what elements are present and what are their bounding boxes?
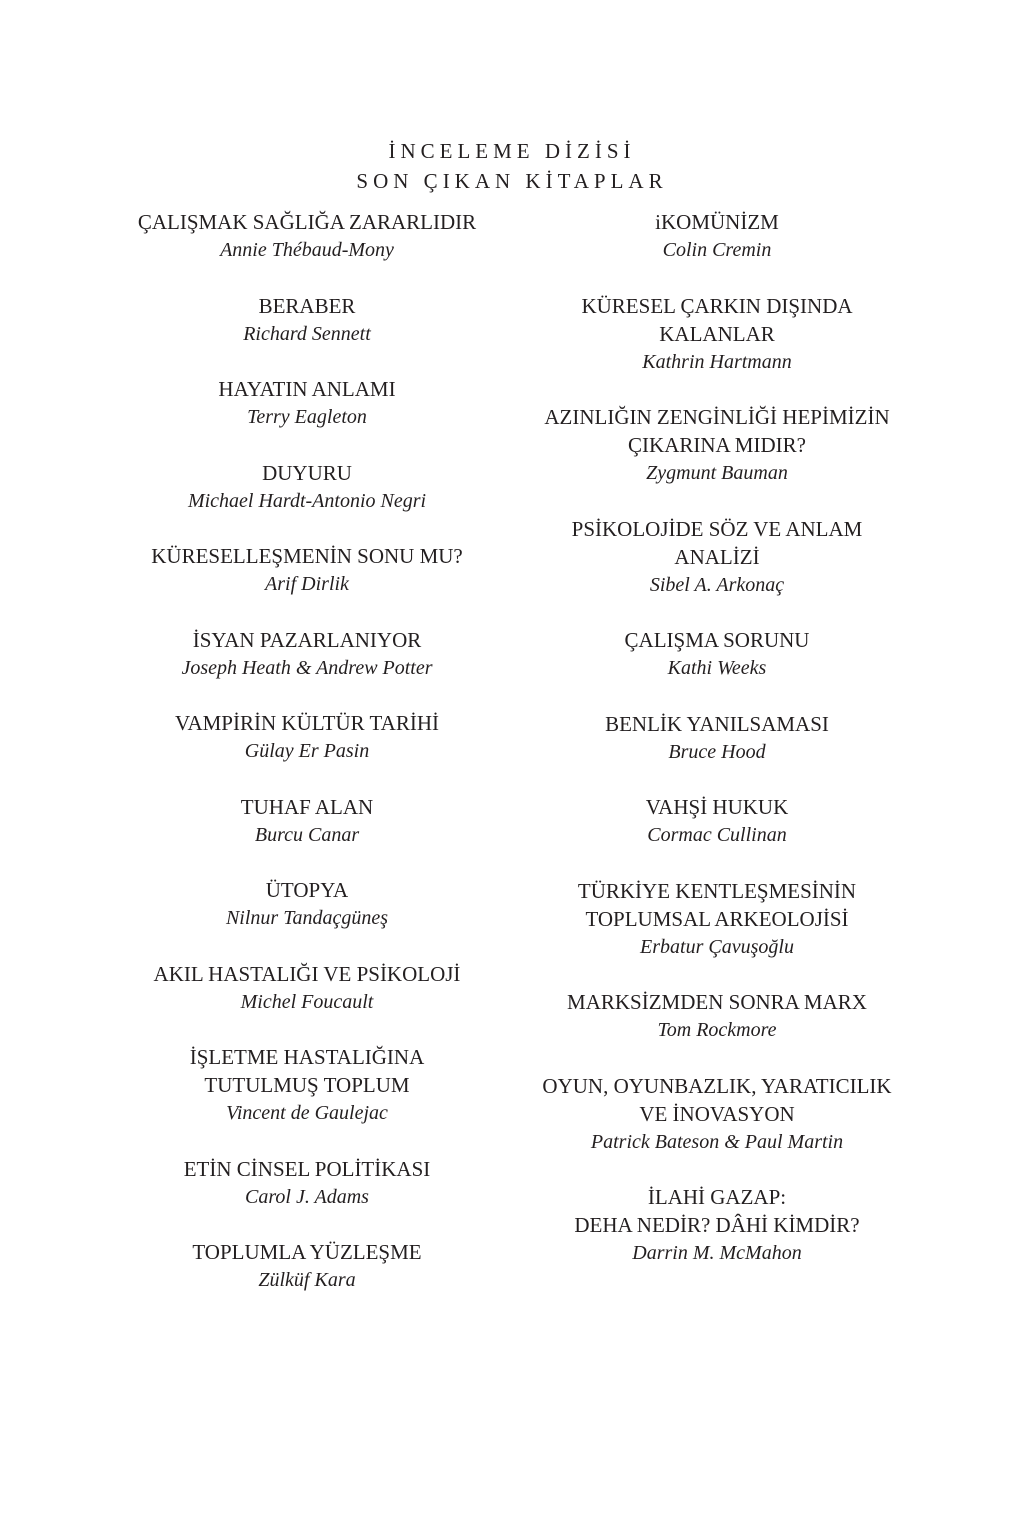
book-title: TÜRKİYE KENTLEŞMESİNİN TOPLUMSAL ARKEOLOJİSİ — [577, 878, 857, 931]
list-item — [72, 1155, 542, 1211]
book-title: KÜRESELLEŞMENİN SONU MU? — [151, 544, 463, 568]
right-book-column — [482, 208, 952, 1295]
list-item — [72, 542, 542, 598]
list-item — [72, 793, 542, 849]
list-item — [482, 877, 952, 961]
book-title: ÜTOPYA — [265, 878, 349, 902]
list-item — [72, 960, 542, 1016]
book-author: Tom Rockmore — [657, 1019, 777, 1041]
book-author: Vincent de Gaulejac — [226, 1102, 388, 1124]
list-item — [482, 515, 952, 599]
book-title: AZINLIĞIN ZENGİNLİĞİ HEPİMİZİN ÇIKARINA MIDIR? — [544, 405, 890, 457]
book-author: Sibel A. Arkonaç — [649, 573, 785, 596]
book-author: Zülküf Kara — [258, 1269, 356, 1291]
book-title: ÇALIŞMA SORUNU — [624, 628, 810, 652]
list-item — [72, 709, 542, 765]
book-title: İLAHİ GAZAP: DEHA NEDİR? DÂHİ KİMDİR? — [574, 1185, 860, 1237]
book-title: TOPLUMLA YÜZLEŞME — [192, 1240, 422, 1264]
book-title: ETİN CİNSEL POLİTİKASI — [183, 1156, 431, 1181]
book-title: AKIL HASTALIĞI VE PSİKOLOJİ — [153, 961, 461, 986]
book-author: Gülay Er Pasin — [244, 740, 370, 762]
book-author: Carol J. Adams — [245, 1185, 369, 1208]
list-item — [482, 710, 952, 766]
list-item — [72, 876, 542, 932]
series-subtitle: SON ÇIKAN KİTAPLAR — [356, 169, 668, 193]
list-item — [72, 1043, 542, 1127]
book-title: İŞLETME HASTALIĞINA TUTULMUŞ TOPLUM — [189, 1045, 425, 1097]
list-item — [482, 1072, 952, 1156]
book-title: iKOMÜNİZM — [655, 210, 779, 234]
book-author: Burcu Canar — [254, 823, 360, 846]
book-author: Terry Eagleton — [247, 406, 367, 428]
book-title: VAMPİRİN KÜLTÜR TARİHİ — [175, 711, 439, 735]
book-author: Darrin M. McMahon — [632, 1242, 802, 1264]
book-author: Michel Foucault — [240, 990, 374, 1013]
book-author: Michael Hardt-Antonio Negri — [187, 489, 427, 512]
list-item — [482, 208, 952, 264]
book-author: Patrick Bateson & Paul Martin — [590, 1130, 844, 1153]
book-author: Erbatur Çavuşoğlu — [640, 935, 794, 958]
list-item — [482, 403, 952, 487]
list-item — [482, 292, 952, 376]
book-author: Colin Cremin — [662, 239, 772, 261]
book-title: PSİKOLOJİDE SÖZ VE ANLAM ANALİZİ — [571, 516, 863, 569]
page-heading — [0, 136, 1024, 196]
book-title: TUHAF ALAN — [240, 794, 374, 819]
book-author: Arif Dirlik — [265, 573, 349, 595]
book-title: VAHŞİ HUKUK — [645, 795, 789, 819]
book-title: HAYATIN ANLAMI — [218, 377, 396, 401]
book-title: DUYURU — [262, 460, 352, 485]
list-item — [482, 1183, 952, 1267]
book-author: Annie Thébaud-Mony — [220, 239, 394, 261]
book-title: MARKSİZMDEN SONRA MARX — [567, 990, 867, 1014]
book-author: Joseph Heath & Andrew Potter — [181, 656, 433, 679]
left-book-column — [72, 208, 542, 1322]
list-item — [72, 292, 542, 348]
book-author: Kathi Weeks — [667, 657, 767, 679]
book-author: Bruce Hood — [668, 740, 766, 763]
book-author: Zygmunt Bauman — [646, 462, 788, 484]
list-item — [482, 626, 952, 682]
list-item — [482, 793, 952, 849]
book-title: BERABER — [258, 293, 356, 318]
list-item — [72, 626, 542, 682]
book-author: Kathrin Hartmann — [642, 350, 792, 373]
list-item — [72, 1238, 542, 1294]
list-item — [72, 375, 542, 431]
book-title: KÜRESEL ÇARKIN DIŞINDA KALANLAR — [581, 293, 853, 346]
book-author: Nilnur Tandaçgüneş — [225, 907, 389, 929]
book-author: Cormac Cullinan — [647, 824, 787, 846]
list-item — [72, 459, 542, 515]
list-item — [482, 988, 952, 1044]
list-item — [72, 208, 542, 264]
book-title: ÇALIŞMAK SAĞLIĞA ZARARLIDIR — [137, 210, 477, 234]
book-author: Richard Sennett — [243, 322, 371, 345]
book-title: OYUN, OYUNBAZLIK, YARATICILIK VE İNOVASYON — [542, 1073, 892, 1126]
book-title: İSYAN PAZARLANIYOR — [192, 627, 422, 652]
series-name: İNCELEME DİZİSİ — [388, 139, 636, 163]
book-title: BENLİK YANILSAMASI — [605, 711, 829, 736]
